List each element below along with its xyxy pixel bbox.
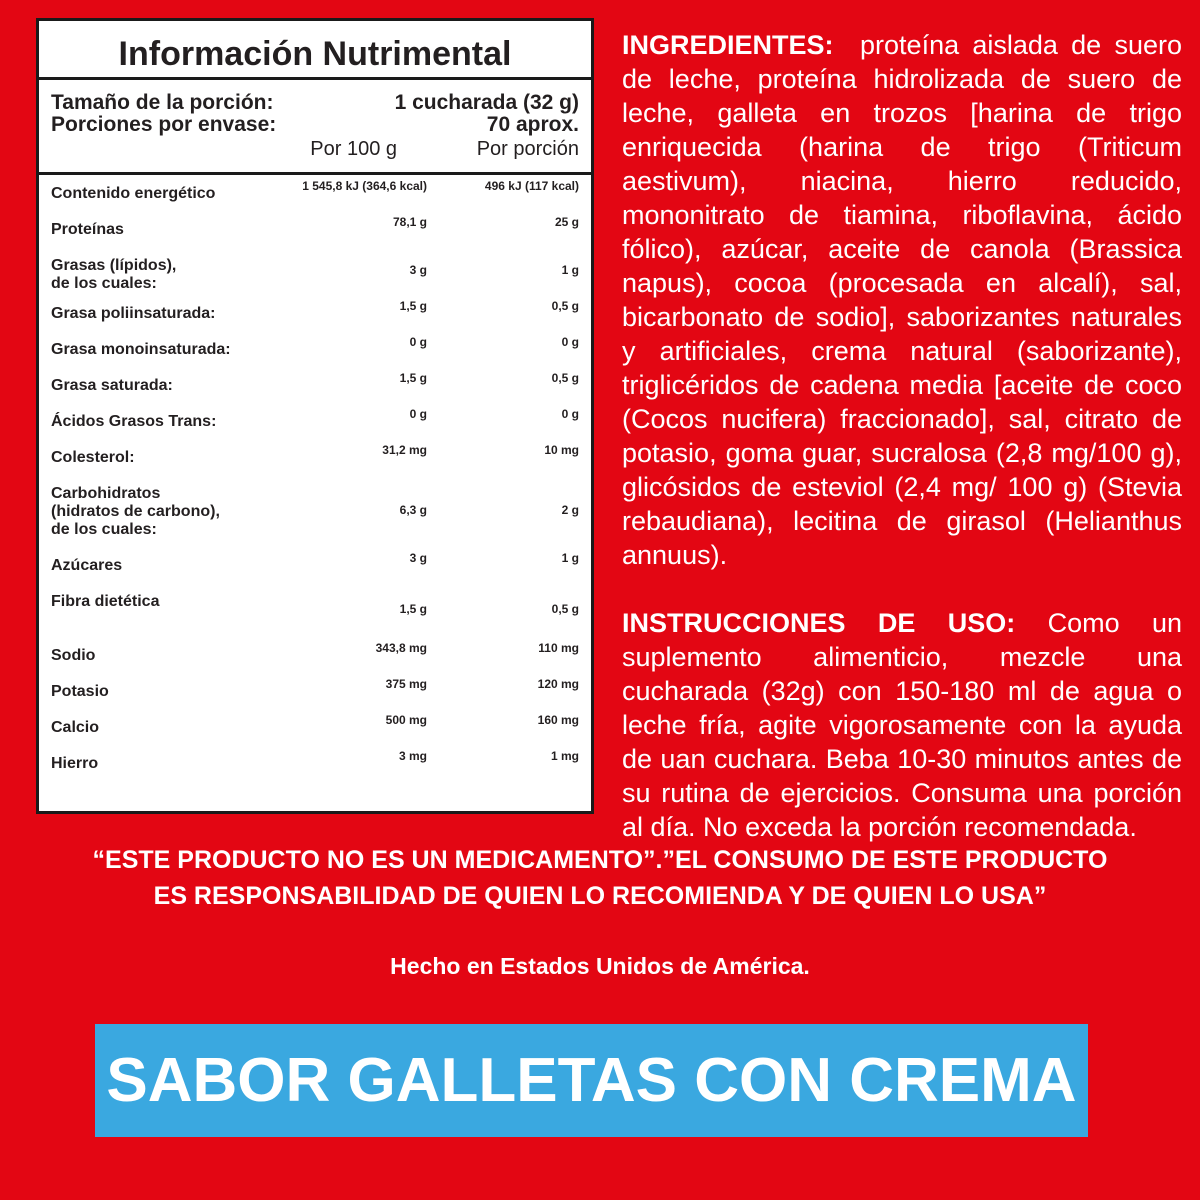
nutrition-row xyxy=(39,295,591,331)
value-per-100g: 1,5 g xyxy=(399,299,427,313)
nutrition-row xyxy=(39,175,591,211)
nutrition-row xyxy=(39,745,591,785)
nutrition-row xyxy=(39,637,591,673)
nutrient-label: Colesterol: xyxy=(51,449,135,466)
nutrient-label: Fibra dietética xyxy=(51,593,160,610)
value-per-100g: 1 545,8 kJ (364,6 kcal) xyxy=(302,179,427,193)
nutrient-label: Grasa saturada: xyxy=(51,377,173,394)
text-column xyxy=(622,28,1182,878)
value-per-portion: 0,5 g xyxy=(551,371,579,385)
nutrition-row xyxy=(39,367,591,403)
disclaimer xyxy=(40,842,1160,914)
flavor-label: SABOR GALLETAS CON CREMA xyxy=(106,1046,1077,1115)
nutrition-row xyxy=(39,331,591,367)
instructions-block xyxy=(622,606,1182,844)
column-header-portion: Por porción xyxy=(476,138,579,160)
value-per-100g: 375 mg xyxy=(385,677,427,691)
nutrition-facts-panel xyxy=(36,18,594,814)
nutrient-label: Potasio xyxy=(51,683,109,700)
serving-info xyxy=(39,80,591,172)
value-per-100g: 3 mg xyxy=(398,749,427,763)
nutrient-label: Calcio xyxy=(51,719,100,736)
nutrition-row xyxy=(39,403,591,439)
value-per-100g: 1,5 g xyxy=(399,371,427,385)
nutrition-row xyxy=(39,673,591,709)
value-per-100g: 78,1 g xyxy=(392,215,427,229)
nutrition-row xyxy=(39,583,591,637)
nutrient-label: Proteínas xyxy=(51,221,124,238)
value-per-100g: 0 g xyxy=(409,335,427,349)
nutrient-label: Contenido energético xyxy=(51,185,216,202)
value-per-100g: 3 g xyxy=(409,263,427,277)
nutrition-title: Información Nutrimental xyxy=(118,35,512,73)
value-per-portion: 0 g xyxy=(561,407,579,421)
value-per-portion: 25 g xyxy=(554,215,579,229)
ingredients-text: proteína aislada de suero de leche, proteína hidrolizada de suero de leche, galleta en trozos [harina de trigo enriquecida (harina de trigo (Triticum aestivum), niacina, hierro reducido, mononitrato de tiamina, riboflavina, ácido fólico), azúcar, aceite de canola (Brassica napus), cocoa (procesada en alcalí), sal, bicarbonato de sodio], saborizantes naturales y artificiales, crema natural (saborizante), triglicéridos de cadena media [aceite de coco (Cocos nucifera) fraccionado], sal, citrato de potasio, goma guar, sucralosa (2,8 mg/100 g), glicósidos de esteviol (2,4 mg/ 100 g) (Stevia rebaudiana), lecitina de girasol (Helianthus annuus). xyxy=(622,30,1182,570)
nutrient-label: Azúcares xyxy=(51,557,123,574)
column-header-100g: Por 100 g xyxy=(310,138,397,160)
disclaimer-line-1: “ESTE PRODUCTO NO ES UN MEDICAMENTO”.”EL CONSUMO DE ESTE PRODUCTO xyxy=(92,846,1108,874)
value-per-100g: 0 g xyxy=(409,407,427,421)
value-per-portion: 0 g xyxy=(561,335,579,349)
value-per-100g: 3 g xyxy=(409,551,427,565)
serving-size-label: Tamaño de la porción: xyxy=(51,91,274,114)
nutrition-row xyxy=(39,211,591,247)
serving-size-value: 1 cucharada (32 g) xyxy=(394,91,579,114)
nutrition-row xyxy=(39,439,591,475)
value-per-portion: 10 mg xyxy=(544,443,579,457)
value-per-portion: 1 g xyxy=(561,551,579,565)
disclaimer-line-2: ES RESPONSABILIDAD DE QUIEN LO RECOMIENDA Y DE QUIEN LO USA” xyxy=(153,882,1047,910)
value-per-portion: 1 g xyxy=(561,263,579,277)
nutrition-row xyxy=(39,709,591,745)
value-per-portion: 120 mg xyxy=(537,677,579,691)
servings-label: Porciones por envase: xyxy=(51,113,277,136)
nutrition-row xyxy=(39,247,591,295)
value-per-100g: 500 mg xyxy=(385,713,427,727)
value-per-portion: 160 mg xyxy=(537,713,579,727)
value-per-portion: 0,5 g xyxy=(551,299,579,313)
ingredients-block xyxy=(622,28,1182,572)
instructions-text: Como un suplemento alimenticio, mezcle una cucharada (32g) con 150-180 ml de agua o leche fría, agite vigorosamente con la ayuda de uan cuchara. Beba 10-30 minutos antes de su rutina de ejercicios. Consuma una porción al día. No exceda la porción recomendada. xyxy=(622,608,1182,842)
value-per-100g: 1,5 g xyxy=(399,602,427,616)
nutrient-label: Ácidos Grasos Trans: xyxy=(51,413,217,430)
nutrition-row xyxy=(39,475,591,547)
ingredients-heading: INGREDIENTES: xyxy=(622,30,834,60)
servings-value: 70 aprox. xyxy=(486,113,579,136)
value-per-portion: 0,5 g xyxy=(551,602,579,616)
value-per-100g: 31,2 mg xyxy=(382,443,427,457)
value-per-portion: 1 mg xyxy=(550,749,579,763)
nutrient-label: Grasa poliinsaturada: xyxy=(51,305,216,322)
value-per-100g: 6,3 g xyxy=(399,503,427,517)
flavor-banner xyxy=(95,1024,1088,1137)
value-per-portion: 2 g xyxy=(561,503,579,517)
nutrient-label: Carbohidratos (hidratos de carbono), de los cuales: xyxy=(51,485,220,538)
nutrient-label: Hierro xyxy=(51,755,99,772)
instructions-heading: INSTRUCCIONES DE USO: xyxy=(622,608,1016,638)
nutrition-rows xyxy=(39,175,591,785)
nutrient-label: Grasa monoinsaturada: xyxy=(51,341,231,358)
value-per-portion: 110 mg xyxy=(538,641,579,655)
value-per-100g: 343,8 mg xyxy=(375,641,427,655)
country-of-origin: Hecho en Estados Unidos de América. xyxy=(390,953,810,979)
nutrition-row xyxy=(39,547,591,583)
value-per-portion: 496 kJ (117 kcal) xyxy=(484,179,579,193)
nutrient-label: Sodio xyxy=(51,647,96,664)
nutrient-label: Grasas (lípidos), de los cuales: xyxy=(51,257,177,292)
